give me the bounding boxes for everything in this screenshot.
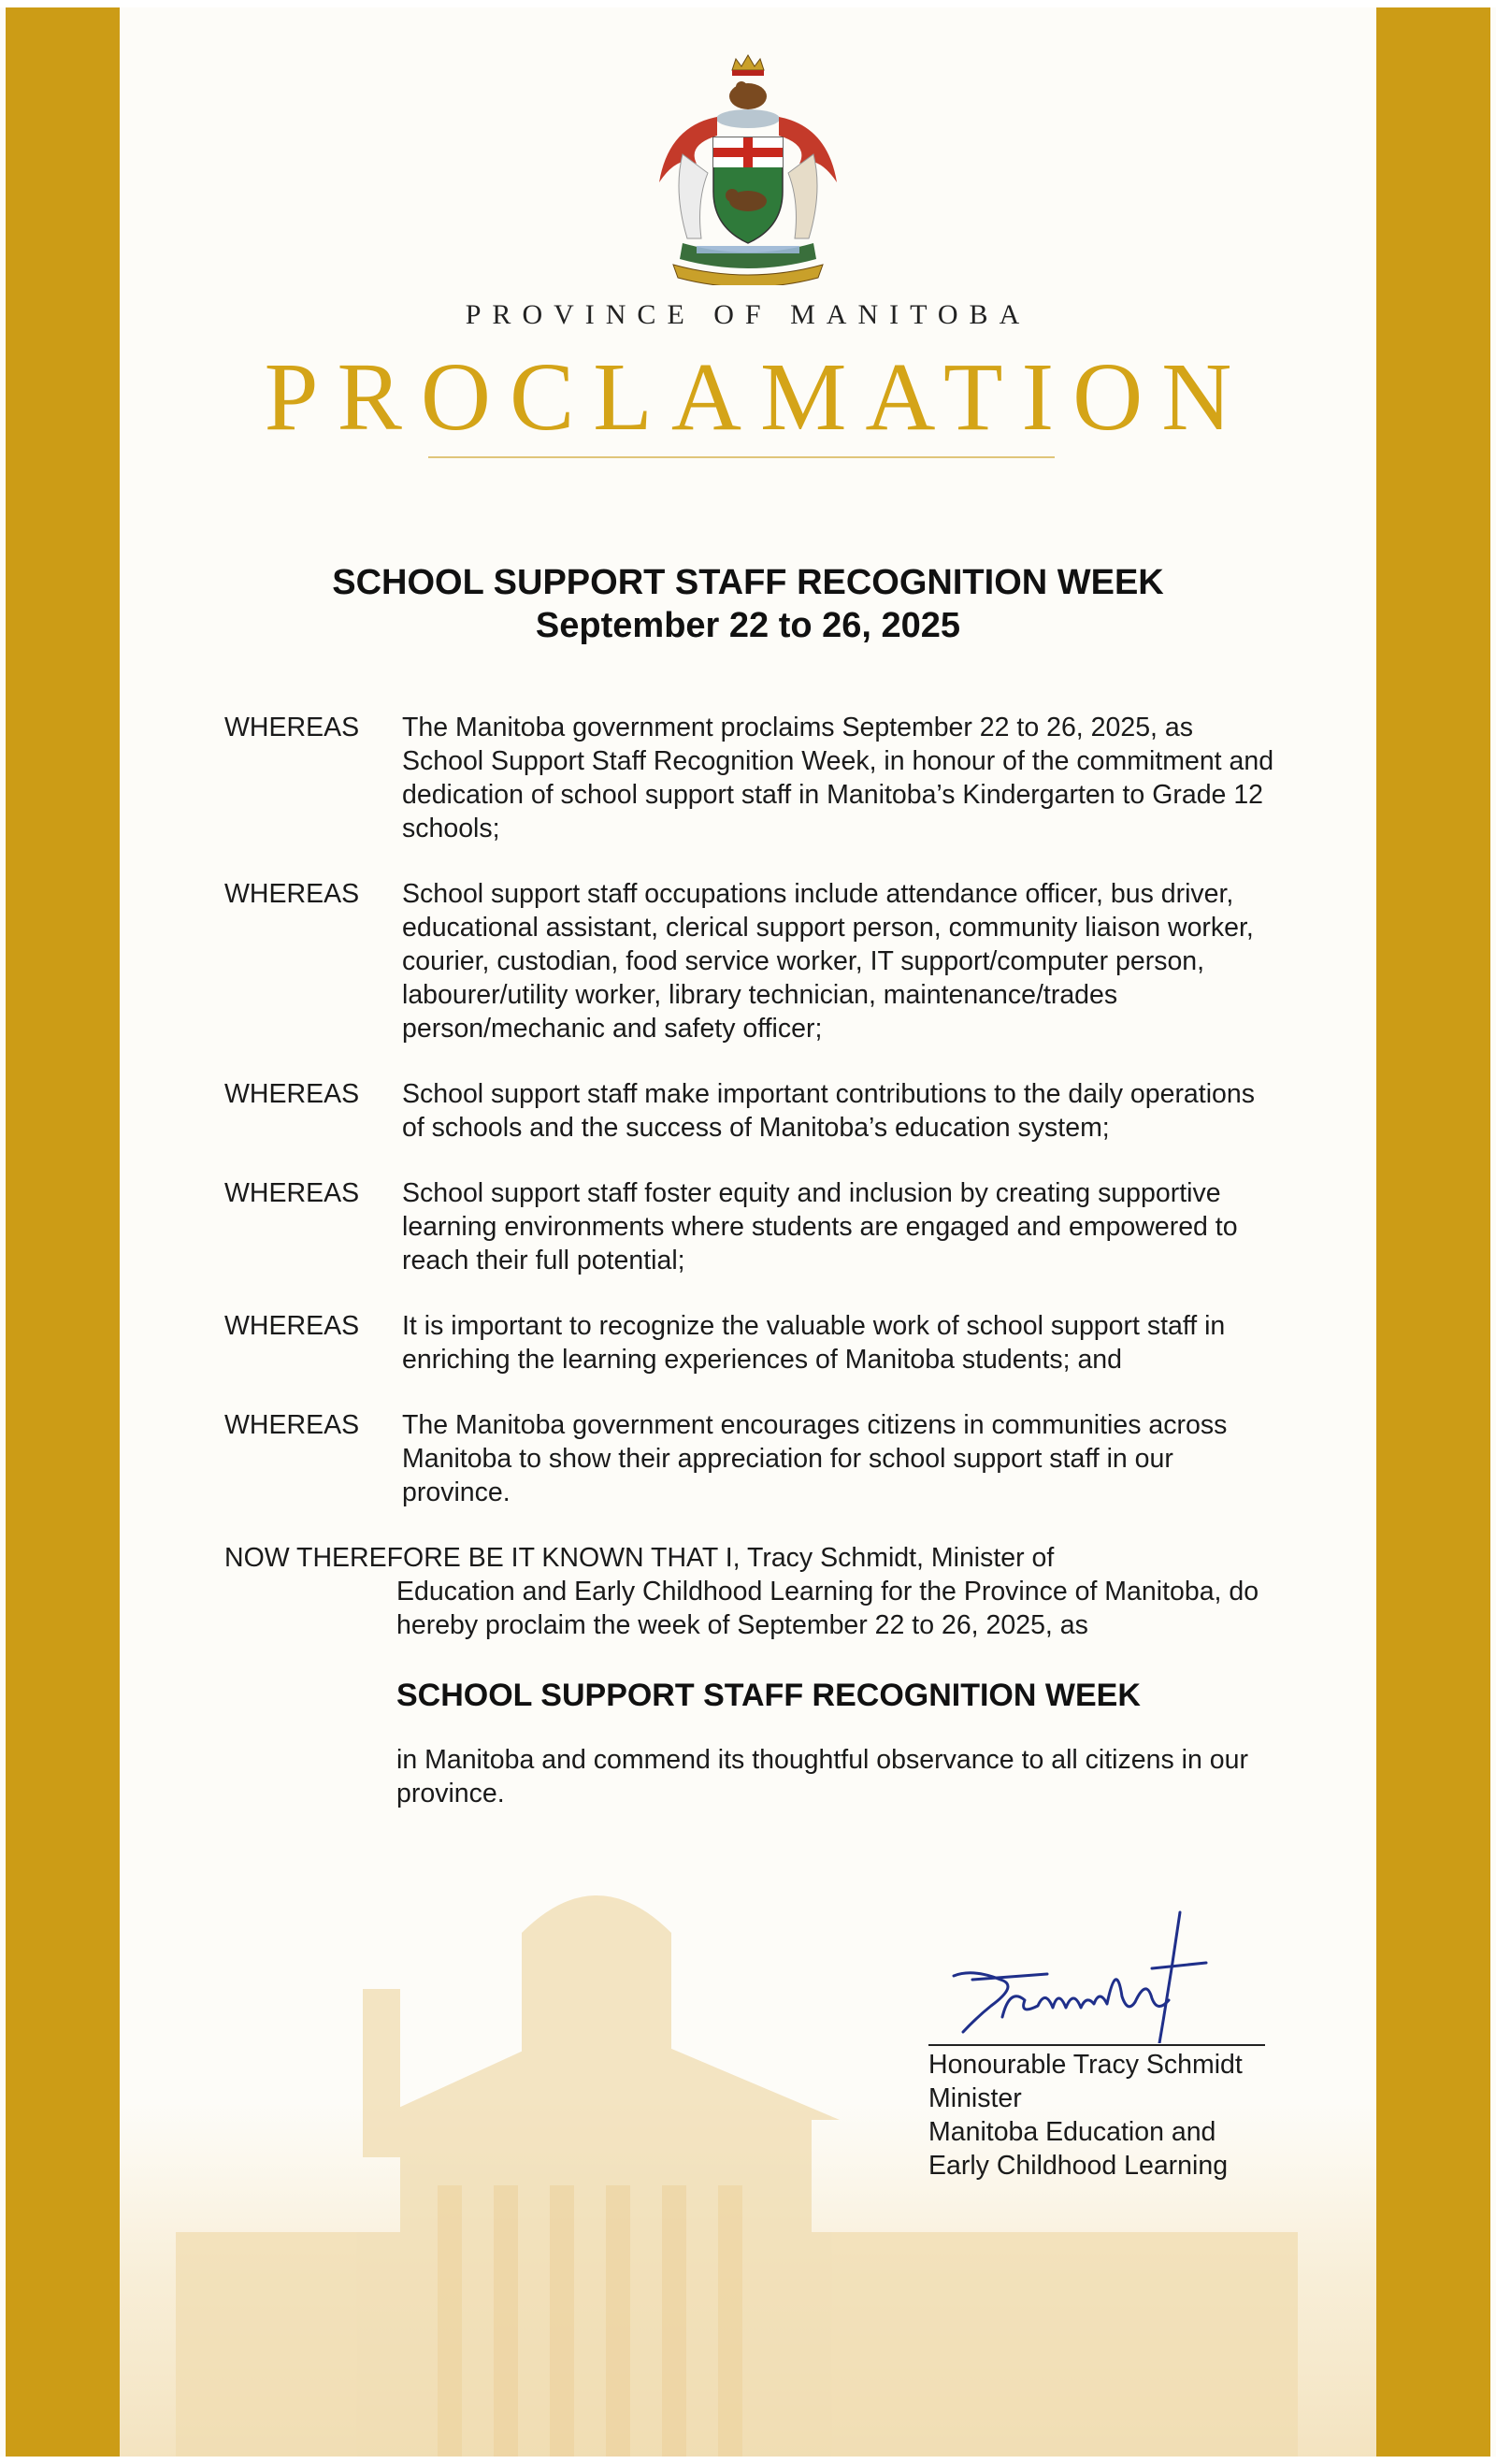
province-heading: PROVINCE OF MANITOBA: [465, 299, 1031, 330]
declared-week-name: SCHOOL SUPPORT STAFF RECOGNITION WEEK: [396, 1678, 1141, 1713]
whereas-text: School support staff foster equity and inclusion by creating supportive learning environments where students are engaged and empowered to reach their full potential;: [402, 1178, 1238, 1275]
whereas-label: WHEREAS: [224, 1410, 360, 1440]
whereas-label: WHEREAS: [224, 1311, 360, 1341]
signature-line: [928, 2044, 1265, 2046]
minister-signature: [935, 1903, 1272, 2043]
signatory-department-line-1: Manitoba Education and: [928, 2117, 1216, 2147]
signatory-block: [928, 2048, 1243, 2183]
whereas-label: WHEREAS: [224, 713, 360, 742]
whereas-clause: [224, 1176, 1290, 1277]
signatory-department-line-2: Early Childhood Learning: [928, 2151, 1229, 2181]
whereas-text: It is important to recognize the valuable work of school support staff in enriching the learning experiences of Manitoba students; and: [402, 1311, 1226, 1375]
whereas-text: School support staff make important contributions to the daily operations of schools and the success of Manitoba’s education system;: [402, 1079, 1255, 1143]
proclamation-closing: in Manitoba and commend its thoughtful observance to all citizens in our province.: [396, 1745, 1248, 1808]
whereas-text: School support staff occupations include attendance officer, bus driver, educational assistant, clerical support person, community liaison worker, courier, custodian, food service worker, IT support/computer person, labourer/utility worker, library technician, maintenance/trades person/mechanic and safety officer;: [402, 879, 1254, 1044]
signatory-position: Minister: [928, 2083, 1022, 2113]
crown-icon: [732, 55, 764, 76]
gold-border-right: [1376, 7, 1490, 2457]
proclamation-body: [224, 711, 1290, 1810]
whereas-clause: [224, 1408, 1290, 1509]
whereas-text: The Manitoba government encourages citizens in communities across Manitoba to show their appreciation for school support staff in our province.: [402, 1410, 1228, 1507]
whereas-text: The Manitoba government proclaims September 22 to 26, 2025, as School Support Staff Recognition Week, in honour of the commitment and dedication of school support staff in Manitoba’s Kindergarten to Grade 12 schools;: [402, 713, 1274, 843]
whereas-label: WHEREAS: [224, 1178, 360, 1208]
whereas-label: WHEREAS: [224, 1079, 360, 1109]
proclamation-title: [120, 561, 1376, 647]
signatory-name: Honourable Tracy Schmidt: [928, 2050, 1243, 2080]
page-edge-top: [0, 0, 1496, 7]
whereas-clause: [224, 711, 1290, 845]
whereas-clause: [224, 877, 1290, 1045]
whereas-label: WHEREAS: [224, 879, 360, 909]
proclamation-statement: [224, 1541, 1290, 1642]
proclamation-heading: PROCLAMATION: [264, 343, 1251, 451]
heading-divider: [428, 456, 1055, 458]
whereas-clause: [224, 1309, 1290, 1376]
manitoba-coat-of-arms: [631, 51, 865, 285]
proclamation-continuation: Education and Early Childhood Learning for the Province of Manitoba, do hereby proclaim the week of September 22 to 26, 2025, as: [396, 1577, 1259, 1640]
whereas-clause: [224, 1077, 1290, 1145]
title-dates: September 22 to 26, 2025: [535, 606, 961, 645]
page-edge-bottom: [0, 2457, 1496, 2464]
gold-border-left: [6, 7, 120, 2457]
proclamation-lead: NOW THEREFORE BE IT KNOWN THAT I, Tracy Schmidt, Minister of: [224, 1543, 1055, 1573]
title-line-1: SCHOOL SUPPORT STAFF RECOGNITION WEEK: [332, 563, 1164, 602]
